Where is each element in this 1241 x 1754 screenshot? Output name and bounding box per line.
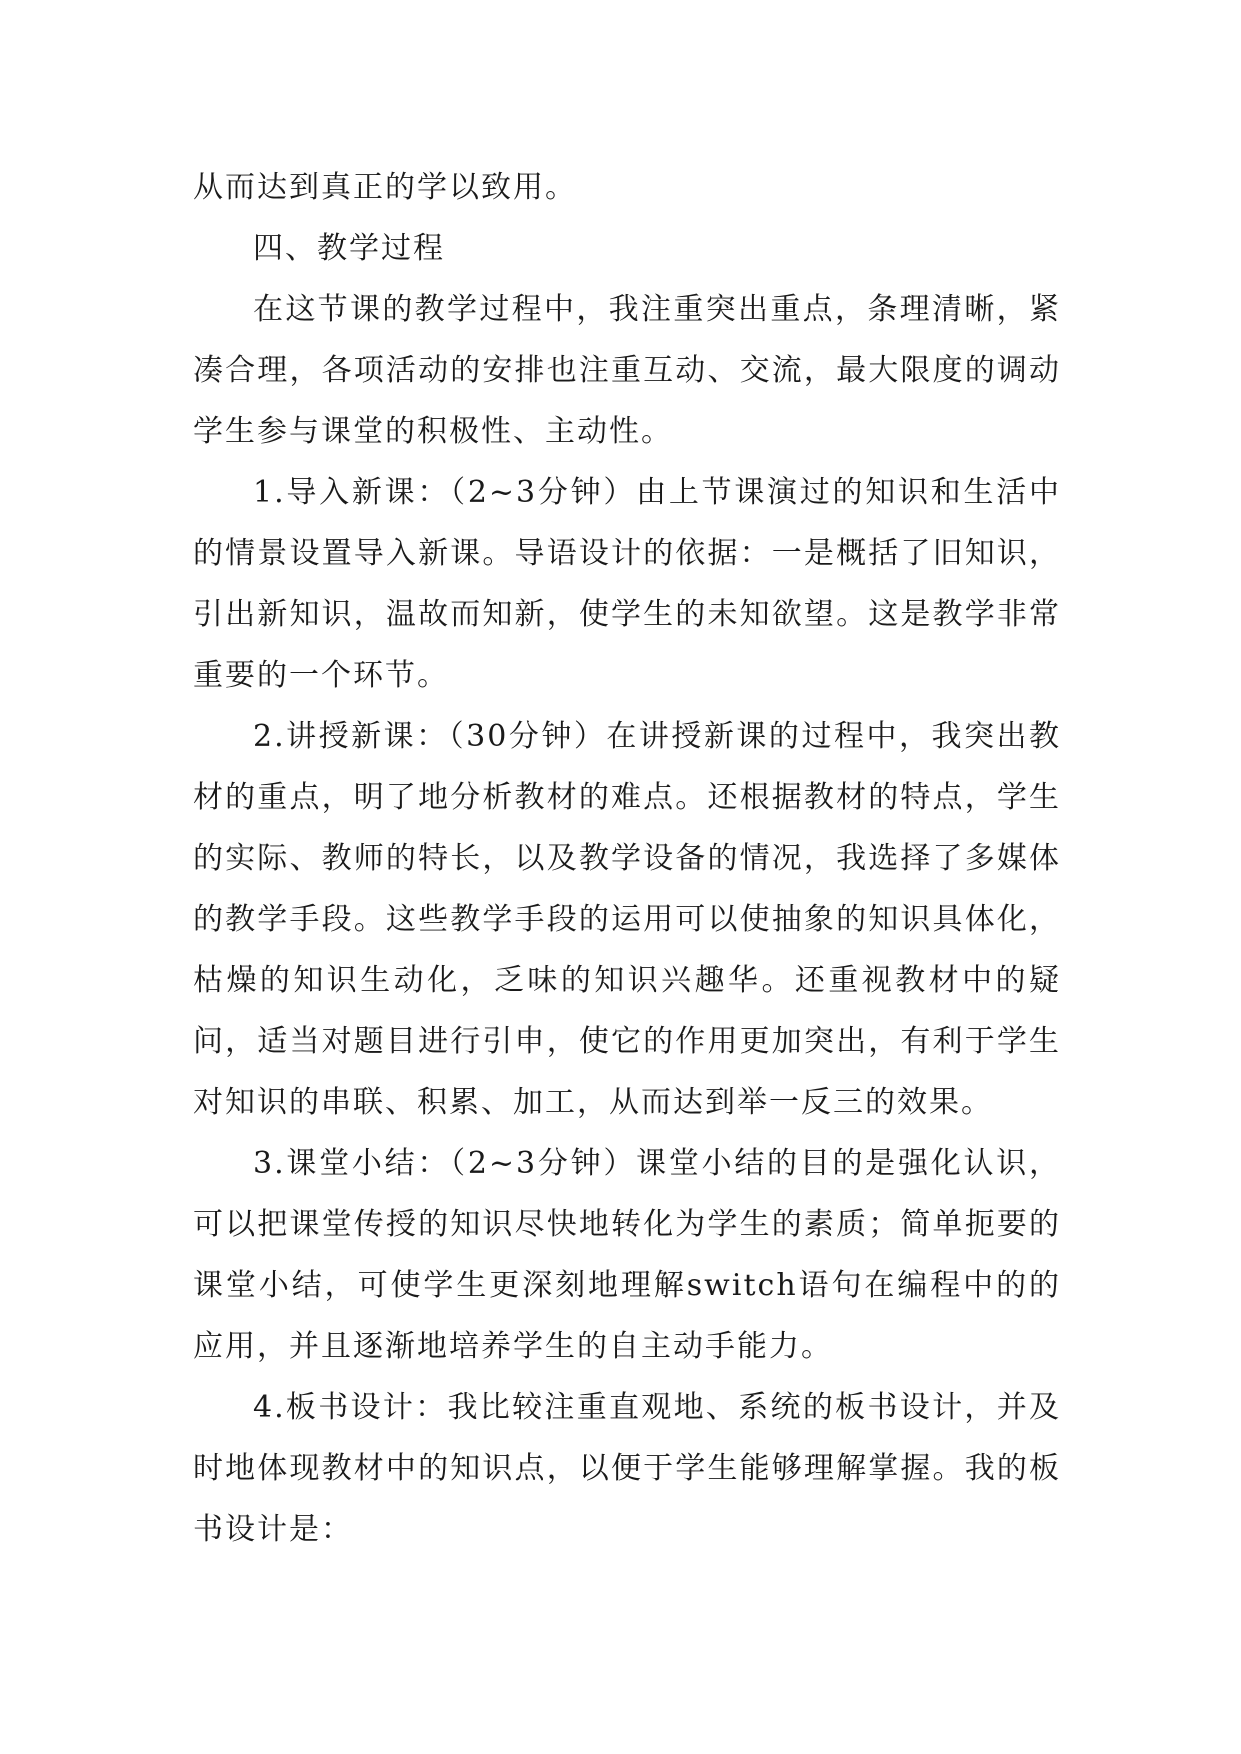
paragraph-step-1: 1.导入新课：（2~3分钟）由上节课演过的知识和生活中的情景设置导入新课。导语设计的依据：一是概括了旧知识，引出新知识，温故而知新，使学生的未知欲望。这是教学非常重要的一个环节。 bbox=[193, 475, 1061, 693]
paragraph-continuation: 从而达到真正的学以致用。 bbox=[193, 170, 577, 205]
document-body bbox=[193, 157, 1061, 1560]
section-heading-teaching-process: 四、教学过程 bbox=[253, 231, 445, 266]
paragraph-step-3: 3.课堂小结：（2~3分钟）课堂小结的目的是强化认识，可以把课堂传授的知识尽快地转化为学生的素质；简单扼要的课堂小结，可使学生更深刻地理解switch语句在编程中的的应用，并且逐渐地培养学生的自主动手能力。 bbox=[193, 1146, 1061, 1364]
paragraph-step-4: 4.板书设计：我比较注重直观地、系统的板书设计，并及时地体现教材中的知识点，以便于学生能够理解掌握。我的板书设计是： bbox=[193, 1390, 1061, 1547]
paragraph-intro: 在这节课的教学过程中，我注重突出重点，条理清晰，紧凑合理，各项活动的安排也注重互动、交流，最大限度的调动学生参与课堂的积极性、主动性。 bbox=[193, 292, 1061, 449]
paragraph-step-2: 2.讲授新课：（30分钟）在讲授新课的过程中，我突出教材的重点，明了地分析教材的难点。还根据教材的特点，学生的实际、教师的特长，以及教学设备的情况，我选择了多媒体的教学手段。这些教学手段的运用可以使抽象的知识具体化，枯燥的知识生动化，乏味的知识兴趣华。还重视教材中的疑问，适当对题目进行引申，使它的作用更加突出，有利于学生对知识的串联、积累、加工，从而达到举一反三的效果。 bbox=[193, 719, 1061, 1120]
